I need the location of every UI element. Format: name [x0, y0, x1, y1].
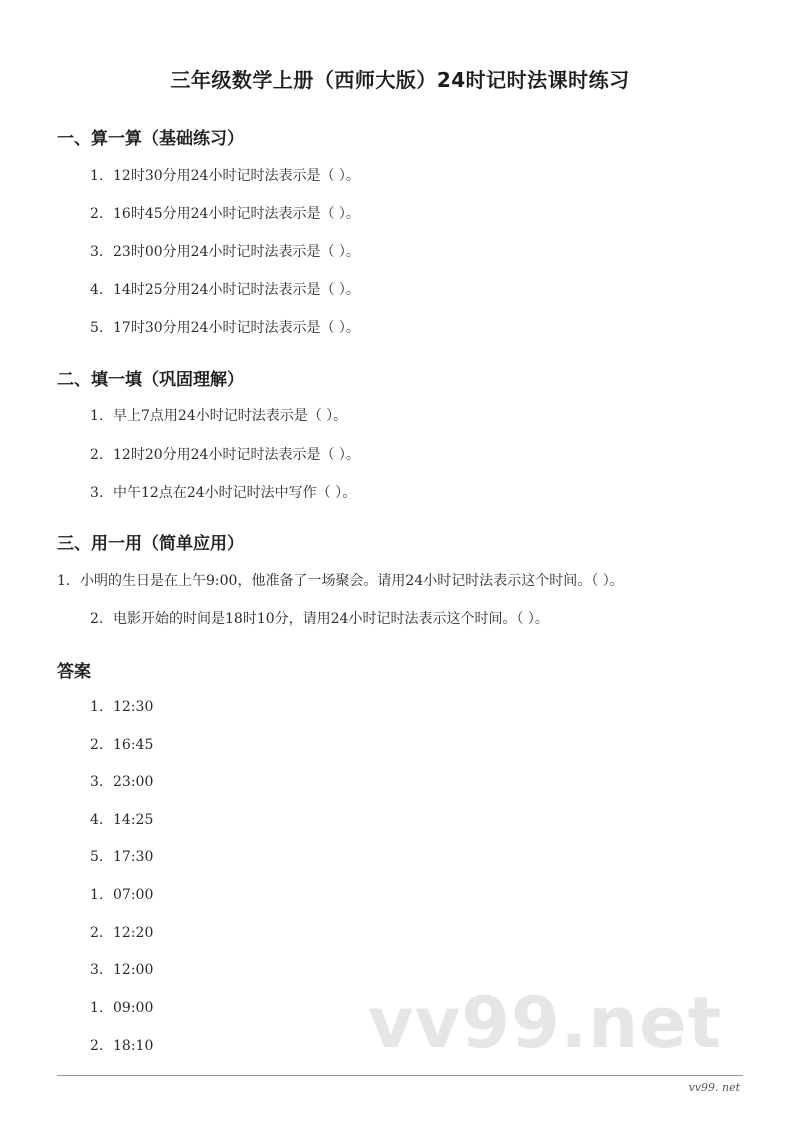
question-text: 小明的生日是在上午9:00，他准备了一场聚会。请用24小时记时法表示这个时间。（ ）。 [80, 573, 624, 589]
answer-text: 12:00 [113, 962, 154, 978]
answer-item [90, 849, 153, 865]
section-heading-basic: 一、算一算（基础练习） [57, 129, 244, 149]
answer-number: 1. [90, 699, 104, 715]
answer-number: 1. [90, 887, 104, 903]
question-number: 2. [90, 206, 104, 222]
answer-item [90, 737, 153, 753]
question-number: 3. [90, 485, 104, 501]
answer-item [90, 774, 153, 790]
answer-text: 23:00 [113, 774, 154, 790]
question-text: 17时30分用24小时记时法表示是（ ）。 [113, 320, 360, 336]
answer-number: 2. [90, 1038, 104, 1054]
question-item [90, 482, 356, 502]
question-item [57, 570, 624, 590]
answer-number: 2. [90, 737, 104, 753]
question-text: 23时00分用24小时记时法表示是（ ）。 [113, 244, 360, 260]
question-number: 3. [90, 244, 104, 260]
question-item [90, 241, 360, 261]
page-title: 三年级数学上册（西师大版）24时记时法课时练习 [170, 68, 630, 92]
question-number: 1. [90, 408, 104, 424]
answer-number: 1. [90, 1000, 104, 1016]
question-number: 4. [90, 282, 104, 298]
answers-heading: 答案 [57, 662, 91, 682]
question-text: 16时45分用24小时记时法表示是（ ）。 [113, 206, 360, 222]
question-text: 中午12点在24小时记时法中写作（ ）。 [113, 485, 357, 501]
footer-divider [57, 1075, 743, 1076]
question-item [90, 165, 360, 185]
question-item [90, 444, 360, 464]
answer-item [90, 699, 153, 715]
question-number: 2. [90, 447, 104, 463]
answer-item [90, 962, 153, 978]
answer-item [90, 887, 153, 903]
question-text: 12时20分用24小时记时法表示是（ ）。 [113, 447, 360, 463]
question-item [90, 279, 360, 299]
section-heading-consolidate: 二、填一填（巩固理解） [57, 370, 244, 390]
question-number: 1. [90, 168, 104, 184]
answer-text: 16:45 [113, 737, 154, 753]
answer-item [90, 1000, 153, 1016]
answer-text: 17:30 [113, 849, 154, 865]
answer-number: 3. [90, 774, 104, 790]
question-number: 2. [90, 611, 104, 627]
answer-item [90, 812, 153, 828]
footer-site-label: vv99. net [688, 1081, 740, 1094]
question-number: 5. [90, 320, 104, 336]
section-heading-application: 三、用一用（简单应用） [57, 534, 244, 554]
answer-text: 14:25 [113, 812, 154, 828]
answer-text: 09:00 [113, 1000, 154, 1016]
answer-text: 07:00 [113, 887, 154, 903]
question-item [90, 203, 360, 223]
answer-number: 4. [90, 812, 104, 828]
answer-item [90, 925, 153, 941]
answer-text: 12:30 [113, 699, 154, 715]
question-item [90, 317, 360, 337]
question-item [90, 608, 549, 628]
answer-text: 12:20 [113, 925, 154, 941]
answer-item [90, 1038, 153, 1054]
watermark: vv99.net [368, 982, 723, 1064]
question-text: 12时30分用24小时记时法表示是（ ）。 [113, 168, 360, 184]
answer-number: 3. [90, 962, 104, 978]
answer-text: 18:10 [113, 1038, 154, 1054]
question-item [90, 405, 347, 425]
question-text: 电影开始的时间是18时10分，请用24小时记时法表示这个时间。（ ）。 [113, 611, 549, 627]
question-text: 早上7点用24小时记时法表示是（ ）。 [113, 408, 348, 424]
question-text: 14时25分用24小时记时法表示是（ ）。 [113, 282, 360, 298]
answer-number: 5. [90, 849, 104, 865]
question-number: 1. [57, 573, 71, 589]
answer-number: 2. [90, 925, 104, 941]
